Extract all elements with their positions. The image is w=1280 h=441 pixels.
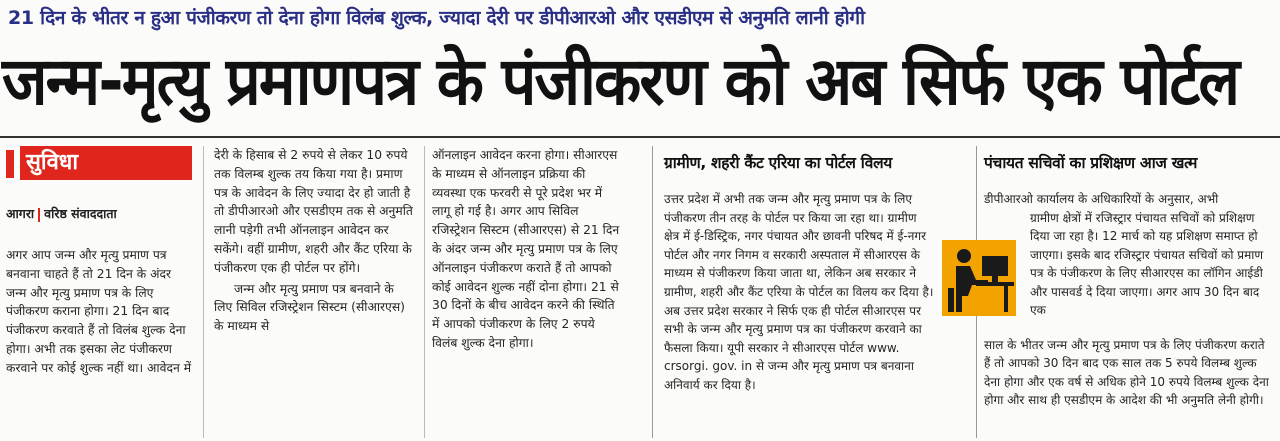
- chair-shape: [948, 288, 954, 312]
- box-2-body-side: [1030, 209, 1274, 319]
- column-2-para-1: देरी के हिसाब से 2 रुपये से लेकर 10 रुपये तक विलम्ब शुल्क तय किया गया है। प्रमाण पत्र के आवेदन के लिए ज्यादा देर हो जाती है तो डीपीआरओ और एसडीएम तक से अनुमति लानी पड़ेगी तभी ऑनलाइन आवेदन कर सकेंगे। वहीं ग्रामीण, शहरी और कैंट एरिया के पंजीकरण एक ही पोर्टल पर होंगे।: [214, 148, 413, 275]
- article-column-2: [214, 146, 414, 336]
- kicker-headline: 21 दिन के भीतर न हुआ पंजीकरण तो देना होगा विलंब शुल्क, ज्यादा देरी पर डीपीआरओ और एसडीएम से अनुमति लानी होगी: [8, 7, 865, 29]
- box-2-body-bottom: [984, 336, 1272, 410]
- section-badge: [6, 146, 192, 180]
- box-2-title: पंचायत सचिवों का प्रशिक्षण आज खत्म: [984, 154, 1198, 172]
- column-3-text: ऑनलाइन आवेदन करना होगा। सीआरएस के माध्यम से ऑनलाइन प्रक्रिया की व्यवस्था एक फरवरी से पूरे प्रदेश भर में लागू हो गई है। अगर आप सिविल रजिस्ट्रेशन सिस्टम (सीआरएस) से 21 दिन के अंदर जन्म और मृत्यु प्रमाण पत्र के लिए ऑनलाइन पंजीकरण कराते हैं तो आपको कोई आवेदन शुल्क नहीं दोना होगा। 21 से 30 दिनों के बीच आवेदन करने की स्थिति में आपको पंजीकरण के लिए 2 रुपये विलंब शुल्क देना होगा।: [432, 148, 620, 350]
- badge-accent-bar: [6, 150, 14, 178]
- box-2-text-side: ग्रामीण क्षेत्रों में रजिस्ट्रार पंचायत सचिवों को प्रशिक्षण दिया जा रहा है। 12 मार्च को यह प्रशिक्षण समाप्त हो जाएगा। इसके बाद रजिस्ट्रार पंचायत सचिवों को प्रमाण पत्र के पंजीकरण के लिए सीआरएस का लॉगिन आईडी और पासवर्ड दे दिया जाएगा। अगर आप 30 दिन बाद एक: [1030, 211, 1264, 318]
- article-column-3: [432, 146, 622, 353]
- main-headline: जन्म-मृत्यु प्रमाणपत्र के पंजीकरण को अब सिर्फ एक पोर्टल: [2, 43, 1239, 120]
- box-2-text-bottom: साल के भीतर जन्म और मृत्यु प्रमाण पत्र के लिए पंजीकरण कराते हैं तो आपको 30 दिन बाद एक साल तक 5 रुपये विलम्ब शुल्क देना होगा और एक वर्ष से अधिक होने 10 रुपये विलम्ब शुल्क देना होगा और साथ ही एसडीएम के आदेश की भी अनुमति लेनी होगी।: [984, 338, 1269, 408]
- column-divider: [424, 146, 425, 438]
- box-2-body-top: [984, 190, 1272, 209]
- box-1-text: उत्तर प्रदेश में अभी तक जन्म और मृत्यु प्रमाण पत्र के लिए पंजीकरण तीन तरह के पोर्टल पर किया जा रहा था। ग्रामीण क्षेत्र में ई-डिस्ट्रिक, नगर पंचायत और छावनी परिषद में ई-नगर पोर्टल और नगर निगम व सरकारी अस्पताल में सीआरएस के माध्यम से पंजीकरण किया जाता था, लेकिन अब सरकार ने ग्रामीण, शहरी और कैंट एरिया के पोर्टल का विलय कर दिया है। अब उत्तर प्रदेश सरकार ने सिर्फ एक ही पोर्टल सीआरएस पर सभी के जन्म और मृत्यु प्रमाण पत्र का पंजीकरण करवाने का फैसला किया। यूपी सरकार ने सीआरएस पोर्टल www. crsorgi. gov. in से जन्म और मृत्यु प्रमाण पत्र बनवाना अनिवार्य कर दिया है।: [664, 192, 934, 392]
- byline: [6, 205, 192, 222]
- computer-user-icon: [942, 240, 1016, 316]
- head-shape: [957, 249, 971, 263]
- box-2-text-top: डीपीआरओ कार्यालय के अधिकारियों के अनुसार, अभी: [984, 192, 1219, 206]
- byline-place: आगरा: [6, 206, 35, 221]
- byline-author: वरिष्ठ संवाददाता: [44, 206, 117, 221]
- headline-rule: [0, 136, 1280, 138]
- desk-leg: [1004, 286, 1008, 312]
- monitor-shape: [982, 256, 1008, 276]
- badge-label: सुविधा: [20, 146, 192, 180]
- article-column-1: [6, 246, 192, 378]
- column-2-para-2: जन्म और मृत्यु प्रमाण पत्र बनवाने के लिए सिविल रजिस्ट्रेशन सिस्टम (सीआरएस) के माध्यम से: [214, 281, 405, 334]
- column-divider: [203, 146, 204, 438]
- monitor-stand: [992, 276, 998, 282]
- byline-separator: [38, 208, 40, 222]
- column-1-text: अगर आप जन्म और मृत्यु प्रमाण पत्र बनवाना चाहते हैं तो 21 दिन के अंदर जन्म और मृत्यु प्रमाण पत्र के लिए पंजीकरण कराना होगा। 21 दिन बाद पंजीकरण करवाते हैं तो विलंब शुल्क देना होगा। अभी तक इसका लेट पंजीकरण करवाने पर कोई शुल्क नहीं था। आवेदन में: [6, 248, 192, 375]
- box-1-title: ग्रामीण, शहरी कैंट एरिया का पोर्टल विलय: [664, 154, 892, 172]
- box-1-body: [664, 190, 934, 395]
